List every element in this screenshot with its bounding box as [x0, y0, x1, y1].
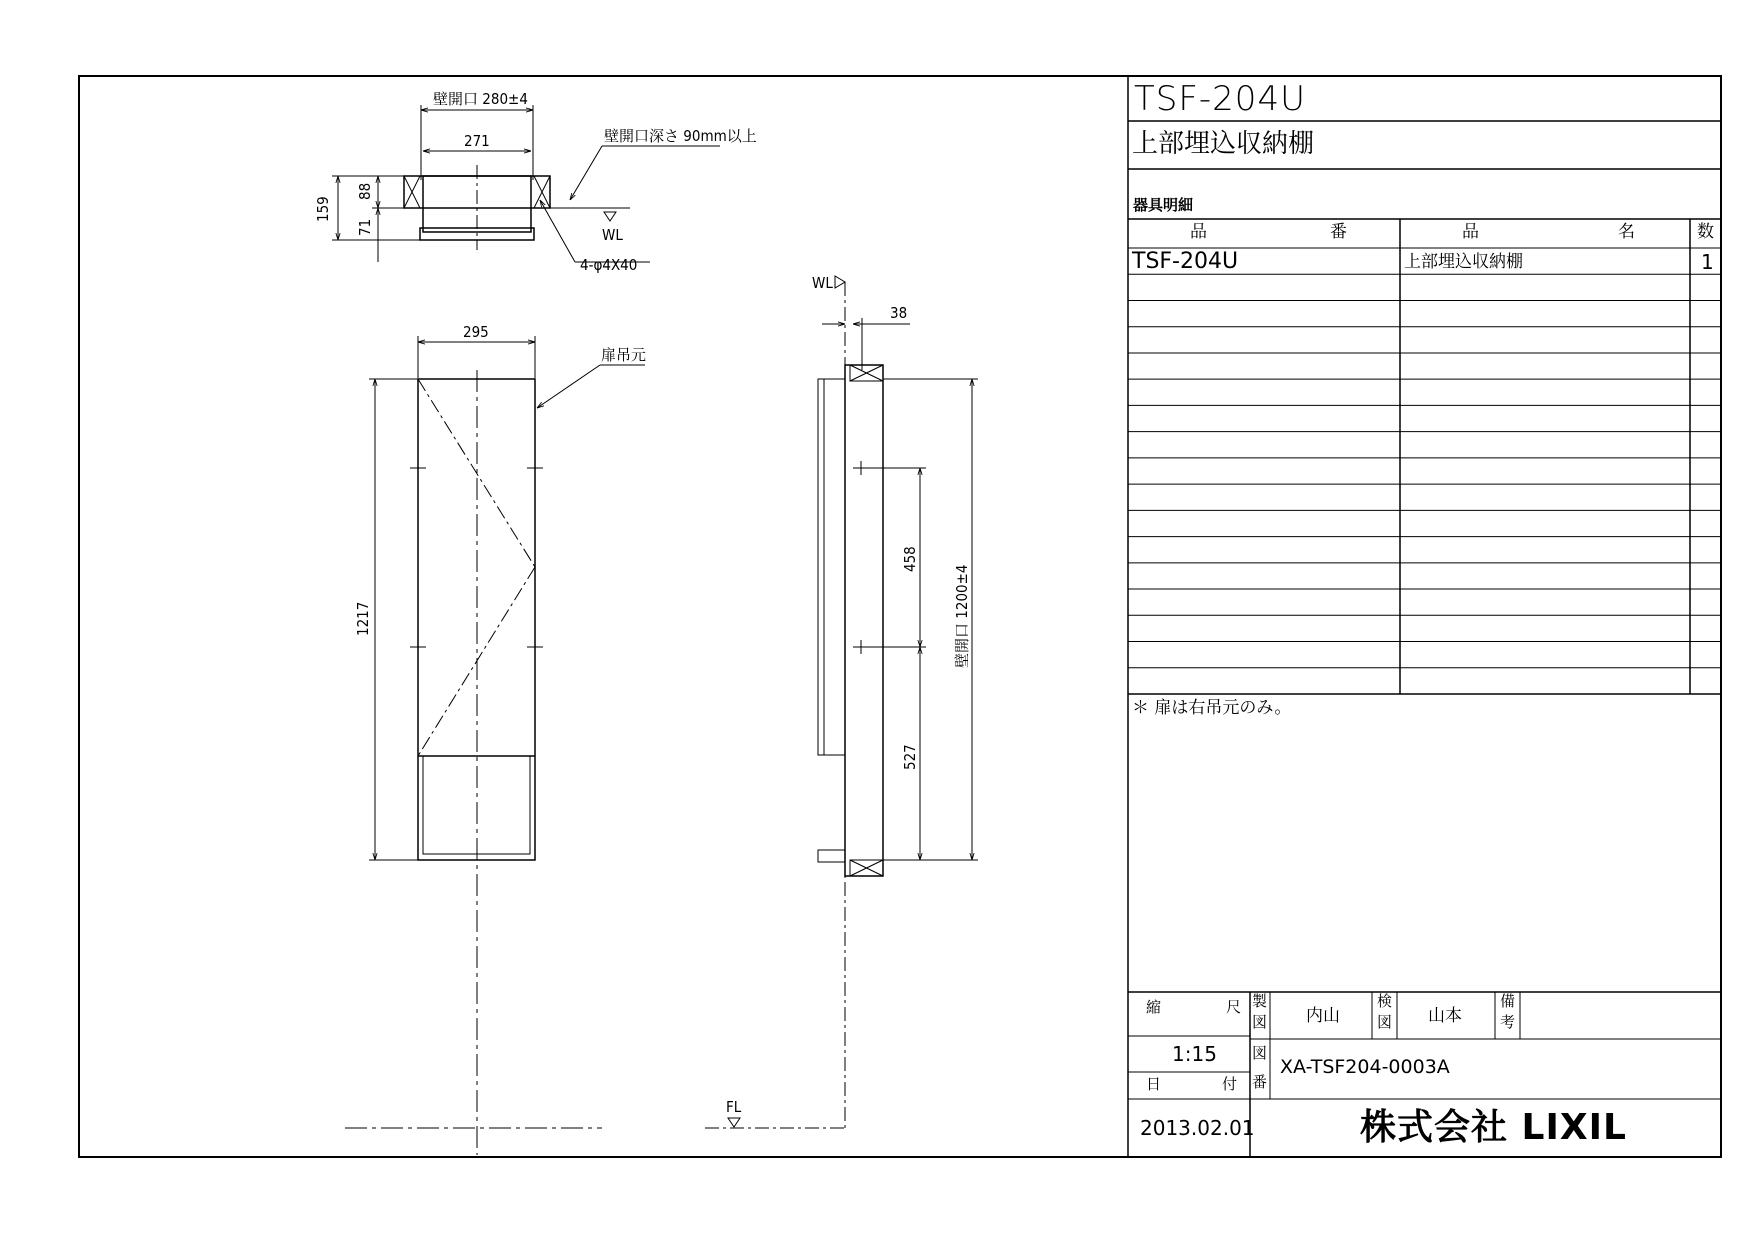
dim-wall-opening-depth: 壁開口深さ 90mm以上: [604, 127, 757, 145]
side-view: [705, 276, 978, 1128]
note-text: ＊ 扉は右吊元のみ。: [1132, 698, 1292, 718]
drawing-no-label-a: 図: [1252, 1044, 1268, 1062]
dim-71: 71: [356, 218, 374, 236]
dim-wall-opening-height: 壁開口 1200±4: [953, 564, 971, 668]
dim-159: 159: [314, 196, 332, 222]
label-wl-side: WL: [812, 274, 833, 292]
label-wl-top: WL: [602, 226, 623, 244]
scale-label-a: 縮: [1146, 998, 1162, 1016]
parts-list-title: 器具明細: [1133, 196, 1194, 214]
check-label-b: 図: [1377, 1013, 1393, 1031]
remarks-label-a: 備: [1500, 992, 1516, 1010]
date-label-b: 付: [1222, 1075, 1238, 1093]
drawing-number: XA-TSF204-0003A: [1280, 1056, 1450, 1078]
scale-value: 1:15: [1172, 1042, 1217, 1066]
header-part-no-a: 品: [1190, 222, 1207, 242]
remarks-label-b: 考: [1500, 1013, 1516, 1031]
label-hinge-side: 扉吊元: [601, 346, 647, 364]
row1-part-name: 上部埋込収納棚: [1404, 252, 1523, 272]
made-label-a: 製: [1252, 992, 1268, 1010]
label-fl: FL: [726, 1098, 742, 1116]
dim-458: 458: [901, 546, 919, 572]
model-number: TSF-204U: [1134, 79, 1306, 119]
dim-88: 88: [356, 182, 374, 200]
header-qty: 数: [1697, 222, 1714, 242]
dim-screws: 4-φ4X40: [580, 256, 638, 274]
header-part-no-b: 番: [1330, 222, 1347, 242]
scale-label-b: 尺: [1226, 998, 1242, 1016]
product-name: 上部埋込収納棚: [1132, 129, 1315, 159]
made-label-b: 図: [1252, 1013, 1268, 1031]
check-label-a: 検: [1377, 992, 1393, 1010]
row1-qty: 1: [1701, 250, 1714, 274]
header-part-name-b: 名: [1618, 222, 1635, 242]
front-view: [345, 336, 645, 1155]
dim-1217: 1217: [354, 601, 372, 636]
checker: 山本: [1428, 1006, 1462, 1026]
row1-part-no: TSF-204U: [1132, 249, 1239, 274]
dim-wall-opening-width: 壁開口 280±4: [433, 90, 528, 108]
company-logo: 株式会社 LIXIL: [1360, 1107, 1627, 1148]
dim-295: 295: [463, 323, 489, 341]
drawing-no-label-b: 番: [1252, 1073, 1268, 1091]
date-label-a: 日: [1146, 1075, 1162, 1093]
dim-527: 527: [901, 744, 919, 770]
header-part-name-a: 品: [1462, 222, 1479, 242]
dim-271: 271: [464, 132, 490, 150]
maker: 内山: [1306, 1006, 1340, 1026]
dim-38: 38: [890, 304, 908, 322]
date-value: 2013.02.01: [1140, 1116, 1255, 1140]
parts-table-rows: [1128, 274, 1721, 668]
